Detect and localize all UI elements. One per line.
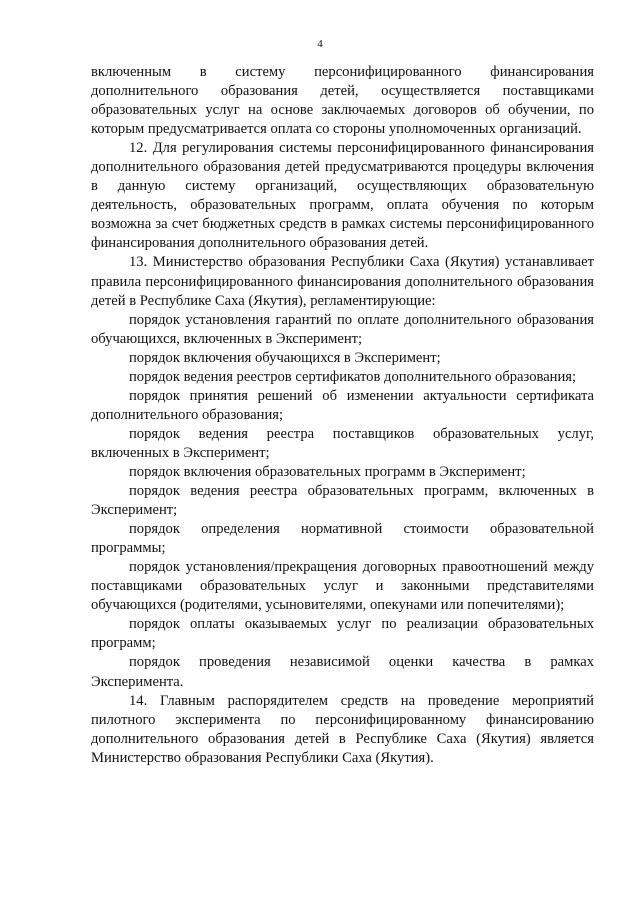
list-item-students-inclusion: порядок включения обучающихся в Эксперимент; bbox=[129, 349, 441, 366]
paragraph-11-continuation: включенным в систему персонифицированного финансирования дополнительного образования детей, осуществляется поставщиками образовательных услуг на основе заключаемых договоров об обучении, по которым предусматривается оплата со стороны уполномоченных организаций. bbox=[91, 64, 594, 138]
list-item-normative-cost: порядок определения нормативной стоимости образовательной программы; bbox=[91, 521, 594, 557]
list-item-payment: порядок оплаты оказываемых услуг по реализации образовательных программ; bbox=[91, 616, 594, 652]
list-item-certificate-relevance: порядок принятия решений об изменении актуальности сертификата дополнительного образования; bbox=[91, 387, 594, 423]
list-item-programs-register: порядок ведения реестра образовательных программ, включенных в Эксперимент; bbox=[91, 483, 594, 519]
list-item-contract-relations: порядок установления/прекращения договорных правоотношений между поставщиками образовательных услуг и законными представителями обучающихся (родителями, усыновителями, опекунами или попечителями); bbox=[91, 559, 594, 614]
paragraph-14: 14. Главным распорядителем средств на проведение мероприятий пилотного эксперимента по персонифицированному финансированию дополнительного образования детей в Республике Саха (Якутия) является Министерство образования Республики Саха (Якутия). bbox=[91, 692, 594, 766]
page-number: 4 bbox=[317, 38, 323, 50]
list-item-providers-register: порядок ведения реестра поставщиков образовательных услуг, включенных в Эксперимент; bbox=[91, 425, 594, 461]
list-item-quality-assessment: порядок проведения независимой оценки качества в рамках Эксперимента. bbox=[91, 654, 594, 690]
list-item-guarantees: порядок установления гарантий по оплате дополнительного образования обучающихся, включенных в Эксперимент; bbox=[91, 311, 594, 347]
paragraph-12: 12. Для регулирования системы персонифицированного финансирования дополнительного образования детей предусматриваются процедуры включения в данную систему организаций, осуществляющих образовательную деятельность, образовательных программ, оплата обучения по которым возможна за счет бюджетных средств в рамках системы персонифицированного финансирования дополнительного образования детей. bbox=[91, 140, 594, 252]
paragraph-13: 13. Министерство образования Республики Саха (Якутия) устанавливает правила персонифицированного финансирования дополнительного образования детей в Республике Саха (Якутия), регламентирующие: bbox=[91, 254, 594, 309]
document-body bbox=[91, 63, 594, 768]
list-item-programs-inclusion: порядок включения образовательных программ в Эксперимент; bbox=[129, 463, 526, 480]
list-item-certificate-registers: порядок ведения реестров сертификатов дополнительного образования; bbox=[129, 368, 577, 385]
